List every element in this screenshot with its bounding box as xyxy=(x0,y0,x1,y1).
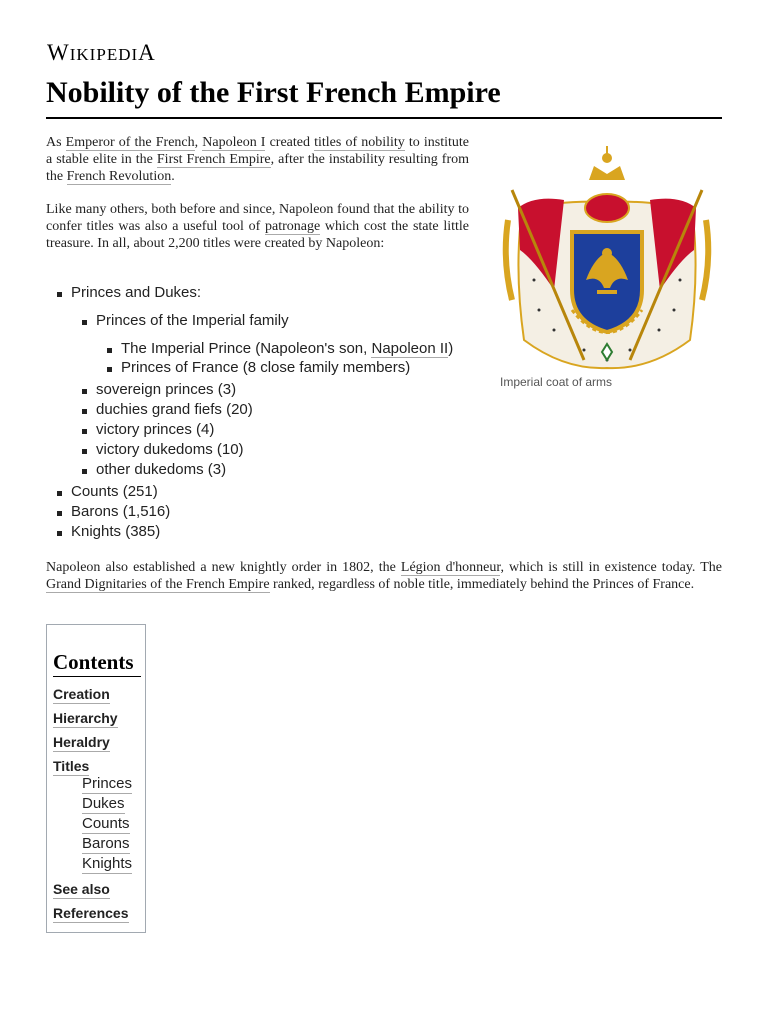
toc-link-princes[interactable]: Princes xyxy=(82,775,133,792)
imperial-coat-of-arms-image xyxy=(494,140,720,370)
wikipedia-logo[interactable] xyxy=(47,40,156,66)
text-run: , after the instability resulting from the xyxy=(46,152,469,184)
link-grand-dignitaries[interactable]: Grand Dignitaries of the French Empire xyxy=(46,577,270,592)
page-title: Nobility of the First French Empire xyxy=(46,76,501,109)
text-run: As xyxy=(46,135,66,150)
text-run: , which is still in existence today. The xyxy=(500,560,722,575)
list-item-label: sovereign princes (3) xyxy=(96,381,237,398)
list-item-label: other dukedoms (3) xyxy=(96,461,227,478)
toc-link-dukes[interactable]: Dukes xyxy=(82,795,125,812)
link-napoleon-i[interactable]: Napoleon I xyxy=(202,135,266,150)
list-item-label: Knights (385) xyxy=(71,523,161,540)
link-patronage[interactable]: patronage xyxy=(264,219,321,234)
intro-paragraph-2 xyxy=(46,201,469,252)
text-run: , xyxy=(194,135,203,150)
text-run: Like many others, both before and since, Napoleon found that the ability to confer titles was also a useful tool of xyxy=(46,202,469,234)
toc-link-see-also[interactable]: See also xyxy=(53,881,110,897)
link-napoleon-ii[interactable]: Napoleon II xyxy=(371,340,449,357)
text-run: ranked, regardless of noble title, immediately behind the Princes of France. xyxy=(269,577,695,592)
text-run: which cost the state little treasure. In all, about 2,200 titles were created by Napoleon: xyxy=(46,219,470,251)
toc-link-heraldry[interactable]: Heraldry xyxy=(53,734,110,750)
list-item-label: Princes of France (8 close family members) xyxy=(121,359,411,376)
list-item xyxy=(96,312,289,330)
text-run: . xyxy=(171,169,175,184)
toc-title: Contents xyxy=(53,650,134,674)
title-underline xyxy=(46,117,722,119)
text-run: Napoleon also established a new knightly order in 1802, the xyxy=(46,560,401,575)
toc-link-barons[interactable]: Barons xyxy=(82,835,130,852)
site-name: WIKIPEDIA xyxy=(47,40,156,65)
text-run: created xyxy=(265,135,315,150)
toc-link-hierarchy[interactable]: Hierarchy xyxy=(53,710,118,726)
toc-link-titles[interactable]: Titles xyxy=(53,758,90,774)
text-run: ) xyxy=(448,340,454,357)
link-titles-of-nobility[interactable]: titles of nobility xyxy=(314,135,405,150)
list-item xyxy=(71,483,158,501)
toc-link-references[interactable]: References xyxy=(53,905,129,921)
list-item xyxy=(71,284,201,302)
list-item-label: victory princes (4) xyxy=(96,421,215,438)
list-item xyxy=(121,340,453,358)
list-item xyxy=(71,503,170,521)
list-item xyxy=(96,441,244,459)
toc-link-creation[interactable]: Creation xyxy=(53,686,110,702)
toc-link-knights[interactable]: Knights xyxy=(82,855,133,872)
list-item-label: The Imperial Prince (Napoleon's son, xyxy=(121,340,372,357)
toc-link-counts[interactable]: Counts xyxy=(82,815,130,832)
infobox-caption: Imperial coat of arms xyxy=(500,375,613,389)
table-of-contents xyxy=(46,624,146,933)
text-run: to institute a stable elite in the xyxy=(46,135,470,167)
list-item-label: victory dukedoms (10) xyxy=(96,441,244,458)
list-item-label: Princes of the Imperial family xyxy=(96,312,289,329)
link-first-french-empire[interactable]: First French Empire xyxy=(156,152,271,167)
list-item xyxy=(96,461,226,479)
link-legion-dhonneur[interactable]: Légion d'honneur xyxy=(400,560,501,575)
list-item-label: Princes and Dukes: xyxy=(71,284,202,301)
list-item xyxy=(96,401,253,419)
list-item-label: Barons (1,516) xyxy=(71,503,171,520)
list-item xyxy=(96,381,236,399)
infobox-image[interactable] xyxy=(494,140,720,395)
link-french-revolution[interactable]: French Revolution xyxy=(66,169,172,184)
list-item xyxy=(96,421,214,439)
link-emperor-of-the-french[interactable]: Emperor of the French xyxy=(65,135,195,150)
list-item-label: duchies grand fiefs (20) xyxy=(96,401,253,418)
paragraph-legion-dhonneur xyxy=(46,559,722,593)
list-item xyxy=(71,523,160,541)
list-item xyxy=(121,359,410,377)
list-item-label: Counts (251) xyxy=(71,483,158,500)
intro-paragraph-1 xyxy=(46,134,469,185)
toc-divider xyxy=(53,676,141,677)
